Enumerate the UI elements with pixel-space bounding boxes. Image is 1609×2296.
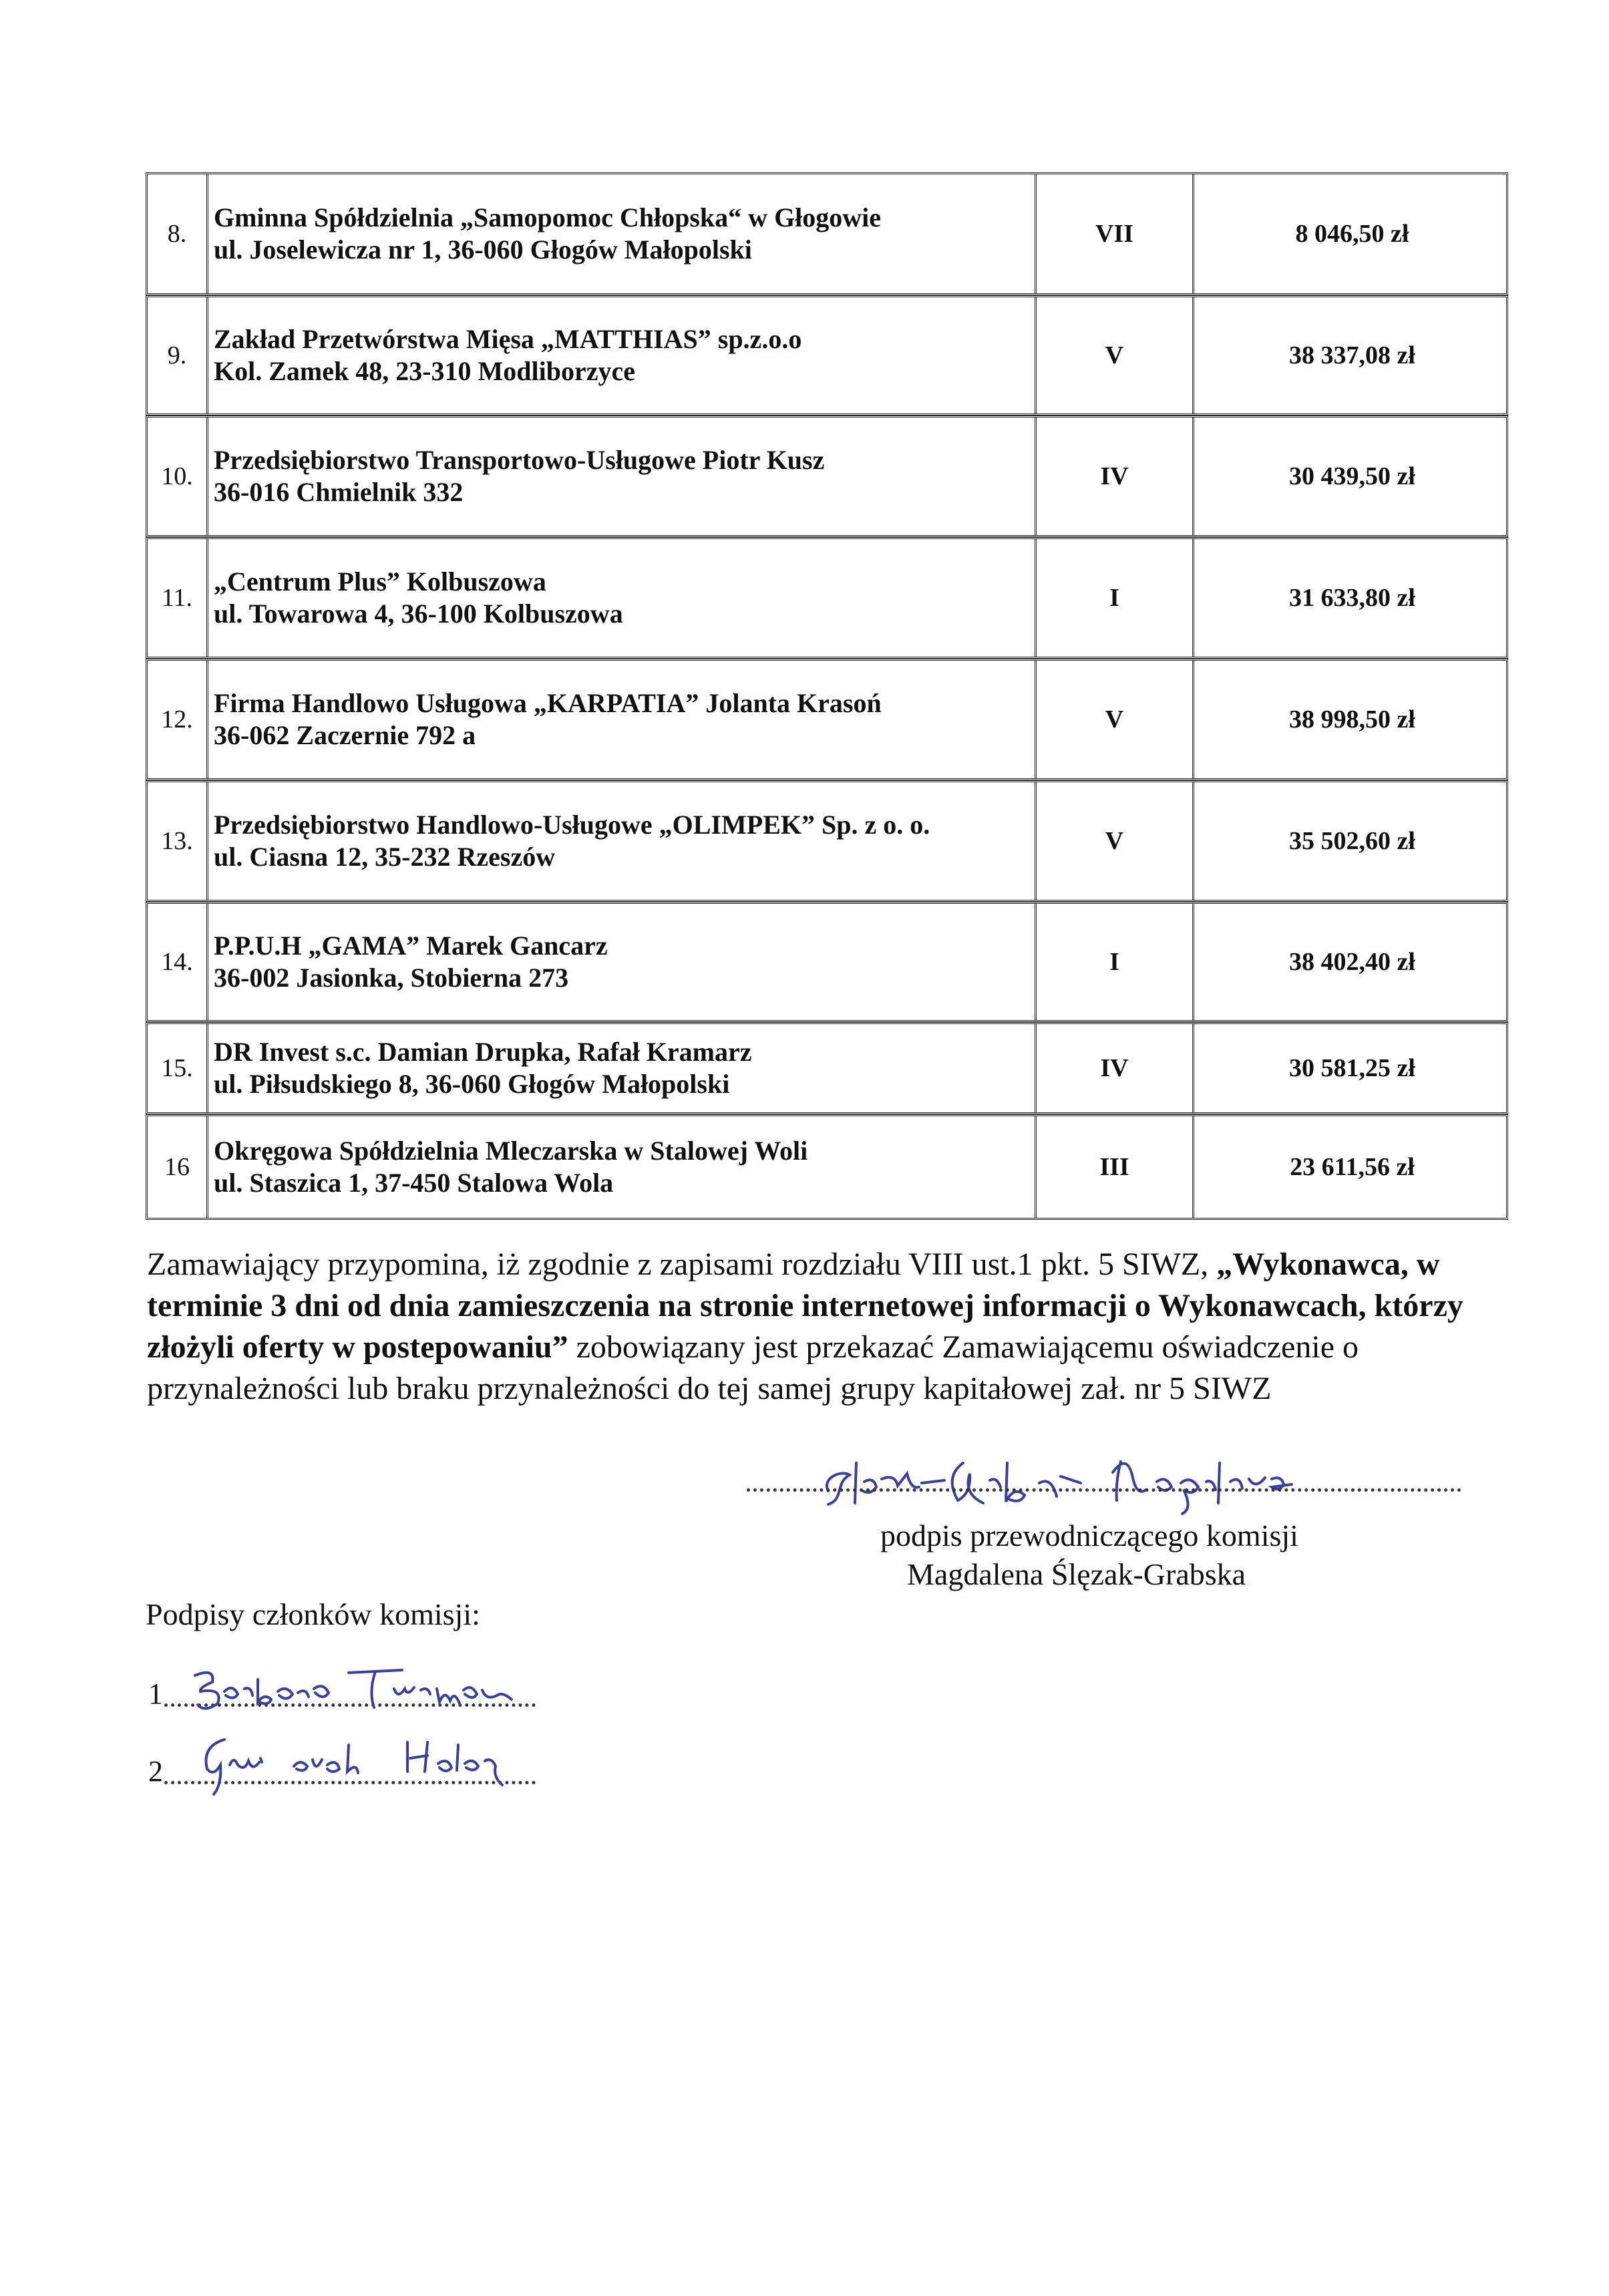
contractor-name: „Centrum Plus” Kolbuszowa xyxy=(214,566,546,597)
contractor-address: ul. Piłsudskiego 8, 36-060 Głogów Małopolski xyxy=(214,1069,730,1099)
row-number: 16 xyxy=(164,1153,190,1181)
contractor-name: Przedsiębiorstwo Transportowo-Usługowe Piotr Kusz xyxy=(214,445,825,475)
offer-amount: 35 502,60 zł xyxy=(1192,782,1510,900)
contractor-address: ul. Joselewicza nr 1, 36-060 Głogów Małopolski xyxy=(214,234,752,265)
contractor-name: Przedsiębiorstwo Handlowo-Usługowe „OLIMPEK” Sp. z o. o. xyxy=(214,810,930,840)
contractor-cell xyxy=(206,539,1035,657)
notice-text-1: Zamawiający przypomina, iż zgodnie z zapisami rozdziału VIII ust.1 pkt. 5 SIWZ, xyxy=(147,1247,1217,1282)
members-heading: Podpisy członków komisji: xyxy=(146,1597,480,1631)
table-row xyxy=(146,902,1508,1022)
part-number: V xyxy=(1035,297,1192,414)
contractor-address: 36-016 Chmielnik 332 xyxy=(214,477,464,507)
part-number: I xyxy=(1035,904,1192,1020)
part-number: VII xyxy=(1035,174,1192,293)
table-row xyxy=(146,537,1508,659)
chair-handwritten-signature xyxy=(815,1443,1469,1516)
row-number: 15. xyxy=(161,1054,193,1082)
row-number: 9. xyxy=(167,341,187,369)
row-number: 11. xyxy=(161,584,193,612)
contractor-name: Zakład Przetwórstwa Mięsa „MATTHIAS” sp.z.o.o xyxy=(214,324,802,354)
contractor-name: Gminna Spółdzielnia „Samopomoc Chłopska“ w Głogowie xyxy=(214,202,882,232)
contractor-address: Kol. Zamek 48, 23-310 Modliborzyce xyxy=(214,356,636,386)
offer-amount: 31 633,80 zł xyxy=(1192,539,1510,657)
offer-amount: 38 337,08 zł xyxy=(1192,297,1510,414)
contractor-cell xyxy=(206,904,1035,1020)
contractor-cell xyxy=(206,418,1035,535)
contractor-name: Firma Handlowo Usługowa „KARPATIA” Jolanta Krasoń xyxy=(214,688,882,718)
table-row xyxy=(146,780,1508,902)
offer-amount: 30 581,25 zł xyxy=(1192,1024,1510,1112)
table-row xyxy=(146,295,1508,416)
contractor-cell xyxy=(206,1024,1035,1112)
offer-amount: 23 611,56 zł xyxy=(1192,1116,1510,1218)
member-1-handwritten-signature xyxy=(180,1662,541,1715)
table-row xyxy=(146,1114,1508,1220)
contractor-name: DR Invest s.c. Damian Drupka, Rafał Kramarz xyxy=(214,1037,752,1067)
table-row xyxy=(146,172,1508,295)
part-number: V xyxy=(1035,661,1192,778)
part-number: IV xyxy=(1035,418,1192,535)
offer-amount: 30 439,50 zł xyxy=(1192,418,1510,535)
offer-amount: 38 998,50 zł xyxy=(1192,661,1510,778)
row-number: 8. xyxy=(167,220,187,248)
part-number: III xyxy=(1035,1116,1192,1218)
contractor-address: 36-062 Zaczernie 792 a xyxy=(214,720,476,750)
notice-text-2: zobowiązany jest przekazać Zamawiającemu oświadczenie o przynależności lub braku przynależności do tej samej grupy kapitałowej zał. nr 5 SIWZ xyxy=(147,1329,1359,1406)
notice-text-bold: „Wykonawca, w terminie 3 dni od dnia zamieszczenia na stronie internetowej informacji o Wykonawcach, którzy złożyli oferty w postepowaniu” xyxy=(147,1247,1463,1365)
member-1-number: 1 xyxy=(148,1677,163,1710)
contractor-address: ul. Staszica 1, 37-450 Stalowa Wola xyxy=(214,1168,614,1198)
contractor-address: ul. Ciasna 12, 35-232 Rzeszów xyxy=(214,842,556,872)
row-number: 13. xyxy=(161,827,193,855)
contractor-cell xyxy=(206,1116,1035,1218)
notice-paragraph xyxy=(147,1244,1483,1410)
contractor-address: ul. Towarowa 4, 36-100 Kolbuszowa xyxy=(214,599,623,629)
contractor-address: 36-002 Jasionka, Stobierna 273 xyxy=(214,963,569,993)
table-row xyxy=(146,659,1508,780)
contractor-cell xyxy=(206,661,1035,778)
part-number: IV xyxy=(1035,1024,1192,1112)
chair-signature-line xyxy=(747,1482,1461,1492)
offer-amount: 8 046,50 zł xyxy=(1192,174,1510,293)
table-row xyxy=(146,416,1508,537)
contractor-name: Okręgowa Spółdzielnia Mleczarska w Stalowej Woli xyxy=(214,1136,808,1166)
row-number: 10. xyxy=(161,462,193,490)
row-number: 14. xyxy=(161,948,193,976)
row-number: 12. xyxy=(161,705,193,733)
contractor-cell xyxy=(206,174,1035,293)
contractor-name: P.P.U.H „GAMA” Marek Gancarz xyxy=(214,931,608,961)
member-2-number: 2 xyxy=(148,1755,163,1788)
member-2-handwritten-signature xyxy=(194,1730,541,1797)
contractor-cell xyxy=(206,297,1035,414)
table-row xyxy=(146,1022,1508,1114)
offer-amount: 38 402,40 zł xyxy=(1192,904,1510,1020)
contractor-cell xyxy=(206,782,1035,900)
chair-caption: podpis przewodniczącego komisji xyxy=(880,1518,1298,1552)
part-number: I xyxy=(1035,539,1192,657)
chair-name: Magdalena Ślęzak-Grabska xyxy=(907,1557,1246,1591)
part-number: V xyxy=(1035,782,1192,900)
